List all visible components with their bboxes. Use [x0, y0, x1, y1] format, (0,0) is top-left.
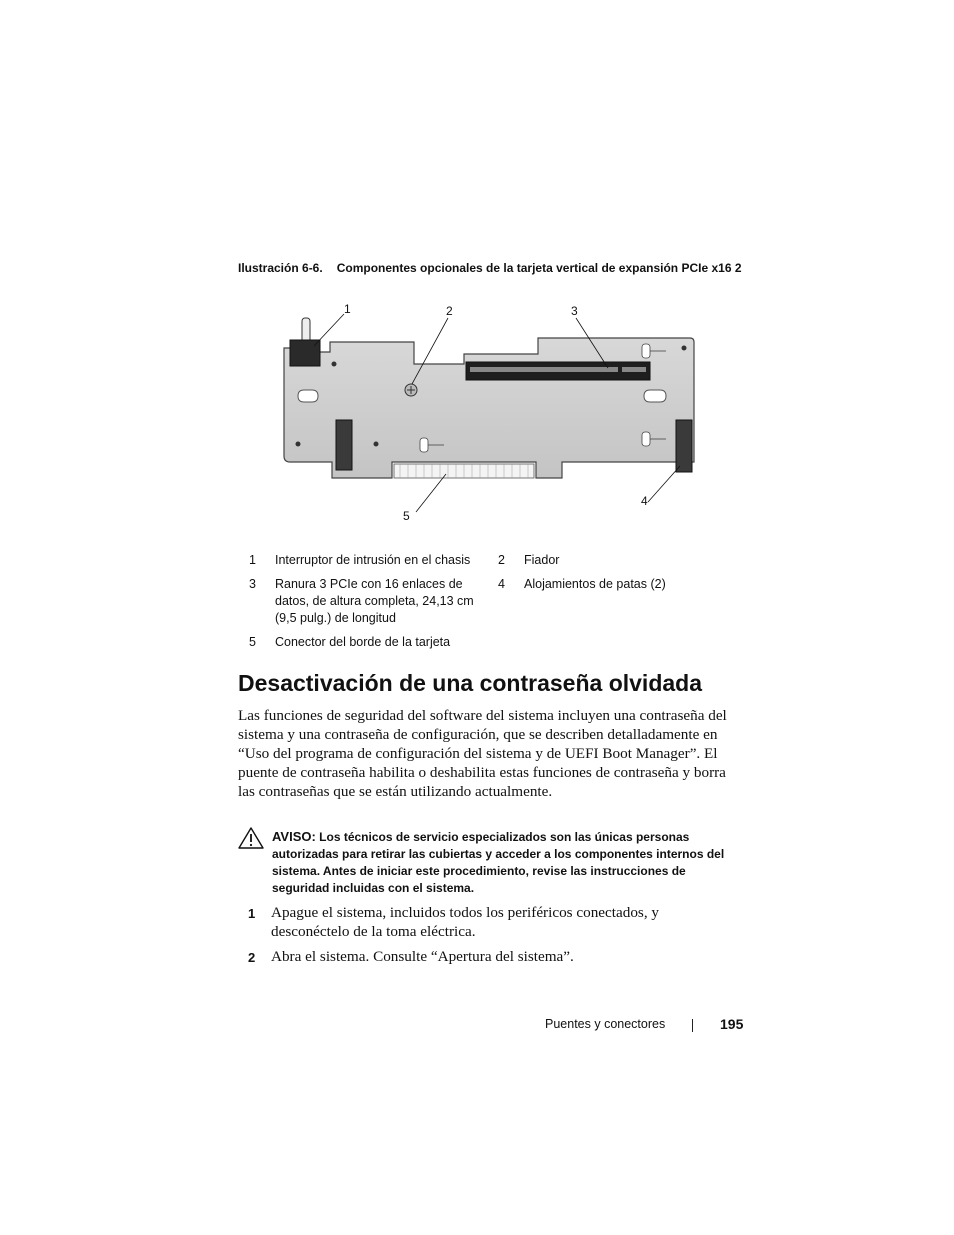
page-number: 195: [720, 1016, 744, 1032]
callout-5: 5: [403, 509, 410, 523]
legend-text: Interruptor de intrusión en el chasis: [275, 553, 471, 567]
legend-num: 2: [498, 553, 505, 567]
footer-section-name: Puentes y conectores: [545, 1017, 666, 1031]
figure-title: Componentes opcionales de la tarjeta vertical de expansión PCIe x16 2: [336, 261, 742, 275]
foot-housing-right: [676, 420, 692, 472]
figure-label: Ilustración 6-6.: [238, 261, 323, 275]
legend-text: Conector del borde de la tarjeta: [275, 635, 451, 649]
callout-4: 4: [641, 494, 648, 508]
legend-num: 5: [249, 635, 256, 649]
callout-1: 1: [344, 302, 351, 316]
legend-text: Ranura 3 PCIe con 16 enlaces de datos, de altura completa, 24,13 cm (9,5 pulg.) de longitud: [275, 577, 474, 625]
step-number: 1: [248, 906, 256, 921]
legend-num: 1: [249, 553, 256, 567]
step-text: Apague el sistema, incluidos todos los periféricos conectados, y desconéctelo de la toma eléctrica.: [271, 904, 660, 940]
footer-divider: [692, 1019, 693, 1032]
step-item: [238, 903, 738, 943]
step-text: Abra el sistema. Consulte “Apertura del sistema”.: [271, 948, 574, 965]
riser-card-illustration: [270, 296, 710, 526]
notice-text: Los técnicos de servicio especializados son las únicas personas autorizadas para retirar las cubiertas y acceder a los componentes internos del sistema. Antes de iniciar este procedimiento, revise las instrucciones de seguridad incluidas con el sistema.: [272, 830, 725, 895]
callout-2: 2: [446, 304, 453, 318]
intro-paragraph: Las funciones de seguridad del software del sistema incluyen una contraseña del sistema y una contraseña de configuración, que se describen detalladamente en “Uso del programa de configuración del sistema y de UEFI Boot Manager”. El puente de contraseña habilita o deshabilita estas funciones de contraseña y borra las contraseñas que se están utilizando actualmente.: [238, 707, 727, 800]
legend-text: Alojamientos de patas (2): [524, 577, 666, 591]
figure-caption: [238, 261, 758, 275]
step-number: 2: [248, 950, 256, 965]
legend-num: 4: [498, 577, 505, 591]
callout-3: 3: [571, 304, 578, 318]
legend-num: 3: [249, 577, 256, 591]
section-title: Desactivación de una contraseña olvidada: [238, 670, 702, 696]
notice-label: AVISO:: [272, 829, 316, 844]
step-item: [238, 947, 738, 967]
foot-housing-left: [336, 420, 352, 470]
warning-icon: [238, 827, 264, 849]
legend-text: Fiador: [524, 553, 560, 567]
